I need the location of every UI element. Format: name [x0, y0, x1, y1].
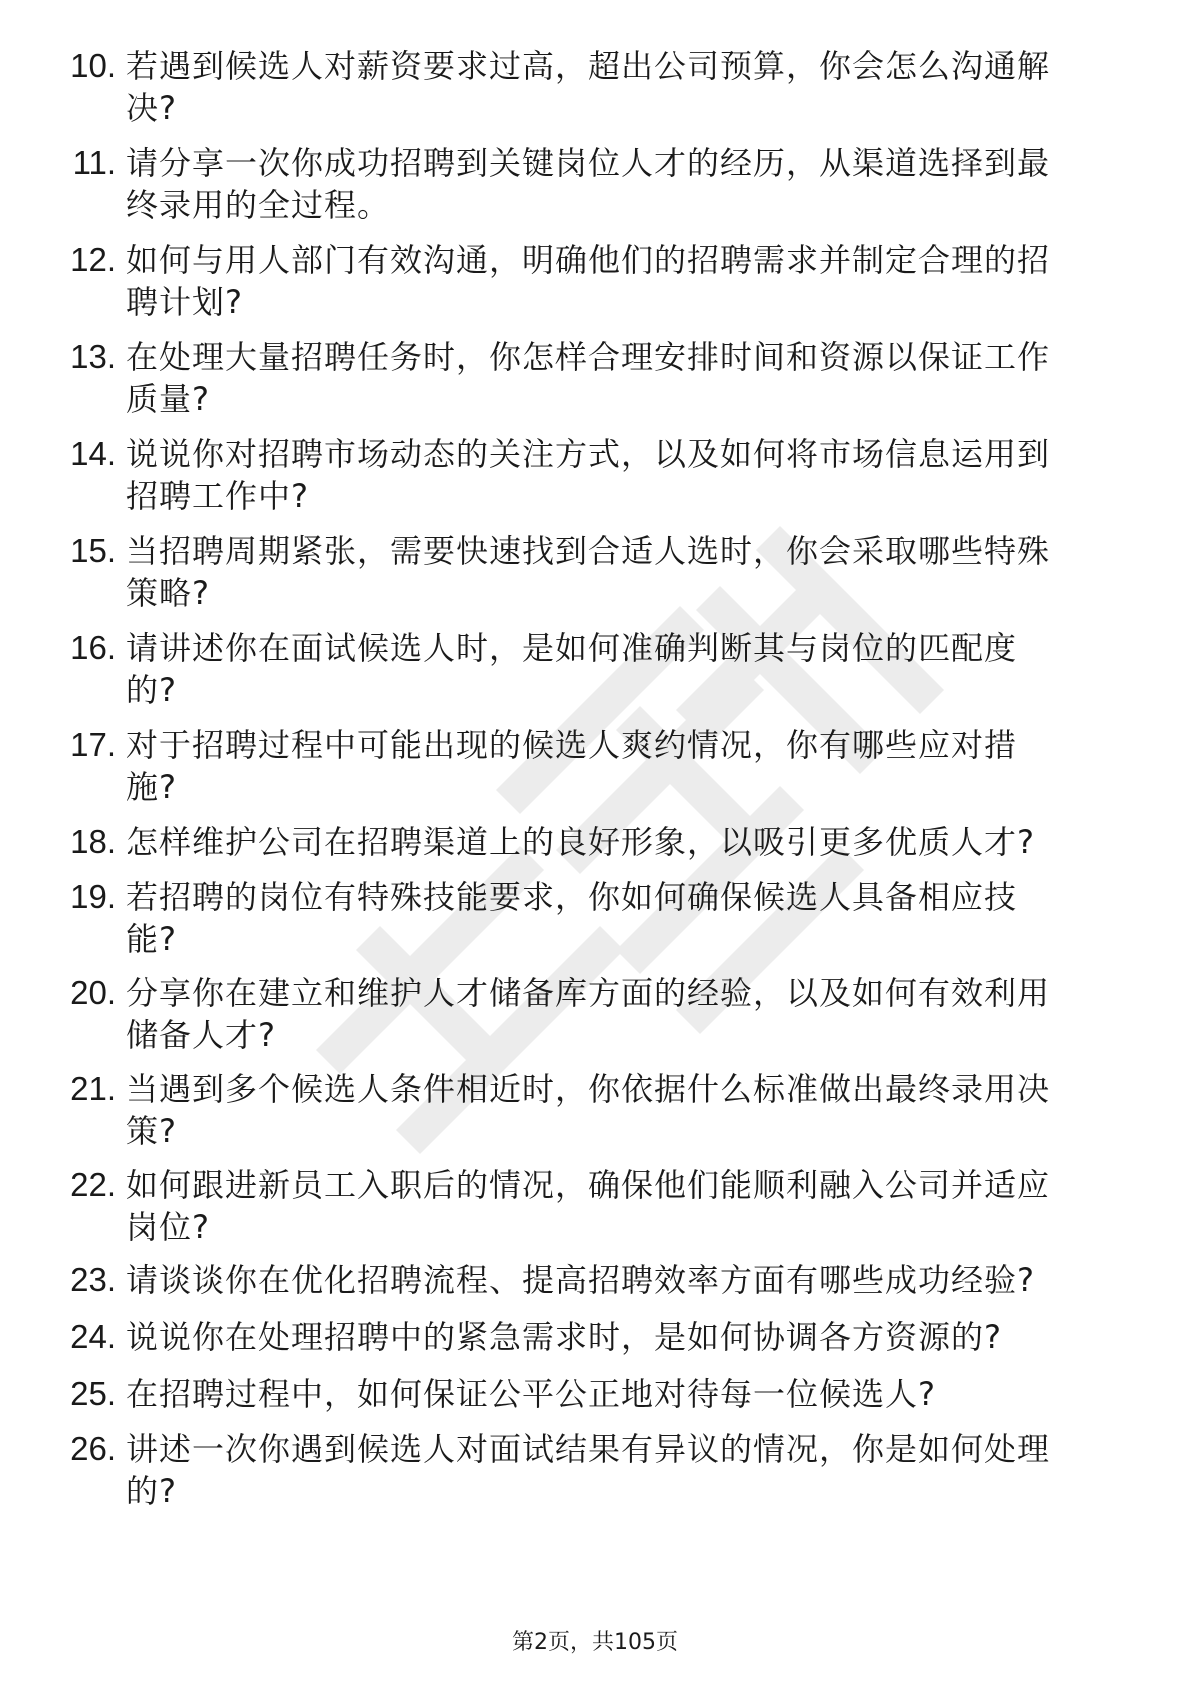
question-text: 说说你在处理招聘中的紧急需求时，是如何协调各方资源的?: [126, 1318, 1002, 1356]
question-number: 16.: [70, 629, 116, 666]
question-text: 说说你对招聘市场动态的关注方式，以及如何将市场信息运用到 招聘工作中?: [126, 435, 1051, 515]
question-number: 26.: [70, 1430, 116, 1467]
question-text: 当遇到多个候选人条件相近时，你依据什么标准做出最终录用决 策?: [126, 1070, 1051, 1150]
question-number: 20.: [70, 974, 116, 1011]
question-text: 分享你在建立和维护人才储备库方面的经验，以及如何有效利用 储备人才?: [126, 974, 1051, 1054]
question-text: 讲述一次你遇到候选人对面试结果有异议的情况，你是如何处理 的?: [126, 1430, 1051, 1510]
question-number: 21.: [70, 1070, 116, 1107]
question-number: 23.: [70, 1261, 116, 1298]
question-text: 在处理大量招聘任务时，你怎样合理安排时间和资源以保证工作 质量?: [126, 338, 1051, 418]
question-text: 当招聘周期紧张，需要快速找到合适人选时，你会采取哪些特殊 策略?: [126, 532, 1051, 612]
question-text: 请讲述你在面试候选人时，是如何准确判断其与岗位的匹配度 的?: [126, 629, 1018, 709]
question-number: 11.: [72, 144, 116, 181]
question-number: 10.: [70, 47, 116, 84]
question-number: 19.: [70, 878, 116, 915]
question-text: 请分享一次你成功招聘到关键岗位人才的经历，从渠道选择到最 终录用的全过程。: [126, 144, 1051, 224]
question-number: 25.: [70, 1375, 116, 1412]
question-text: 在招聘过程中，如何保证公平公正地对待每一位候选人?: [126, 1375, 936, 1413]
question-text: 请谈谈你在优化招聘流程、提高招聘效率方面有哪些成功经验?: [126, 1261, 1035, 1299]
question-text: 如何跟进新员工入职后的情况，确保他们能顺利融入公司并适应 岗位?: [126, 1166, 1051, 1246]
question-number: 24.: [70, 1318, 116, 1355]
page-footer: 第2页，共105页: [512, 1630, 678, 1655]
question-number: 18.: [70, 823, 116, 860]
question-number: 22.: [70, 1166, 116, 1203]
question-text: 对于招聘过程中可能出现的候选人爽约情况，你有哪些应对措 施?: [126, 726, 1018, 806]
question-text: 若遇到候选人对薪资要求过高，超出公司预算，你会怎么沟通解 决?: [126, 47, 1051, 127]
question-text: 如何与用人部门有效沟通，明确他们的招聘需求并制定合理的招 聘计划?: [126, 241, 1051, 321]
question-text: 若招聘的岗位有特殊技能要求，你如何确保候选人具备相应技 能?: [126, 878, 1018, 958]
question-number: 12.: [70, 241, 116, 278]
question-number: 15.: [70, 532, 116, 569]
question-number: 13.: [70, 338, 116, 375]
question-number: 14.: [70, 435, 116, 472]
question-text: 怎样维护公司在招聘渠道上的良好形象，以吸引更多优质人才?: [126, 823, 1035, 861]
question-number: 17.: [70, 726, 116, 763]
